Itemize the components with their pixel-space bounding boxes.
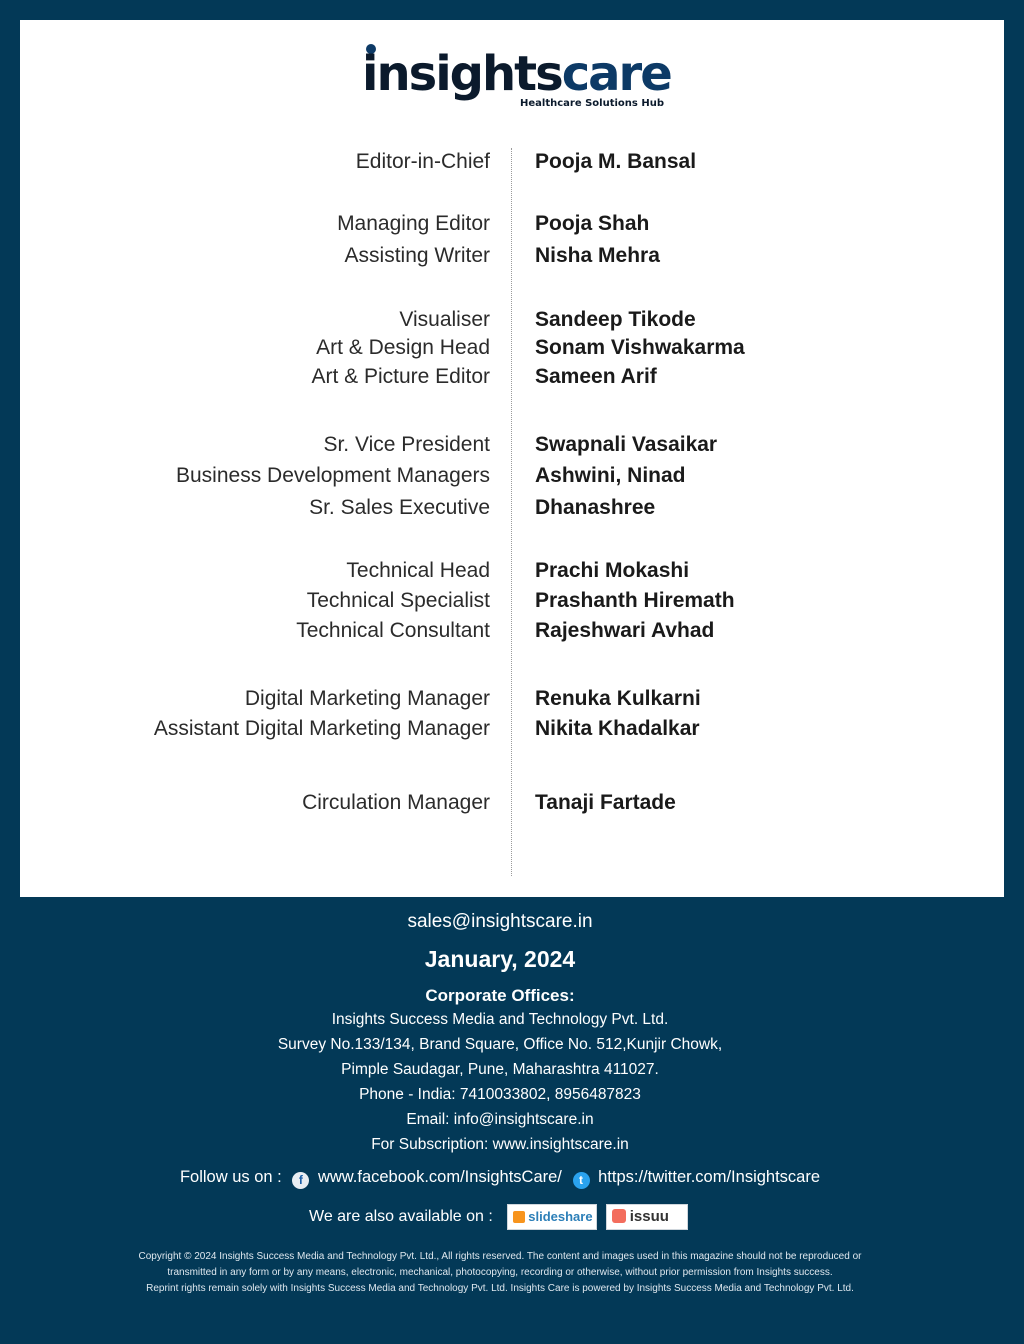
role-label: Managing Editor — [337, 212, 490, 235]
staff-name: Nikita Khadalkar — [535, 717, 700, 740]
address-line: Survey No.133/134, Brand Square, Office No. 512,Kunjir Chowk, — [277, 1036, 723, 1053]
logo-word-insights: insights — [362, 46, 562, 102]
staff-name: Sonam Vishwakarma — [535, 336, 745, 359]
available-label: We are also available on : — [309, 1208, 493, 1225]
staff-name: Rajeshwari Avhad — [535, 619, 715, 642]
staff-name: Pooja Shah — [535, 212, 650, 235]
follow-label: Follow us on : — [179, 1168, 282, 1186]
address-line: Pimple Saudagar, Pune, Maharashtra 411027. — [341, 1061, 659, 1078]
role-label: Sr. Vice President — [323, 433, 490, 456]
role-label: Visualiser — [399, 308, 490, 331]
role-label: Technical Consultant — [296, 619, 490, 642]
twitter-link[interactable]: https://twitter.com/Insightscare — [598, 1168, 821, 1186]
slideshare-label: slideshare — [528, 1209, 593, 1224]
staff-name: Sandeep Tikode — [535, 308, 696, 331]
role-label: Art & Design Head — [316, 336, 490, 359]
logo-wordmark — [362, 42, 671, 106]
follow-us-row — [0, 1168, 1000, 1189]
role-label: Technical Head — [346, 559, 490, 582]
insightscare-logo — [362, 42, 682, 114]
staff-name: Tanaji Fartade — [535, 791, 676, 814]
slideshare-badge[interactable] — [507, 1204, 597, 1230]
staff-name: Pooja M. Bansal — [535, 150, 697, 173]
staff-name: Ashwini, Ninad — [535, 464, 686, 487]
sales-email-link[interactable]: sales@insightscare.in — [407, 911, 593, 932]
role-label: Art & Picture Editor — [311, 365, 490, 388]
staff-name: Dhanashree — [535, 496, 656, 519]
staff-name: Nisha Mehra — [535, 244, 660, 267]
role-label: Digital Marketing Manager — [244, 687, 490, 710]
logo-word-care: care — [561, 46, 671, 102]
twitter-icon[interactable]: t — [573, 1172, 590, 1189]
facebook-icon[interactable]: f — [292, 1172, 309, 1189]
facebook-link[interactable]: www.facebook.com/InsightsCare/ — [317, 1168, 562, 1186]
role-label: Circulation Manager — [302, 791, 490, 814]
copyright-line: Copyright © 2024 Insights Success Media and Technology Pvt. Ltd., All rights reserved. The content and images used in this magazine should not be reproduced or — [138, 1251, 862, 1262]
staff-name: Swapnali Vasaikar — [535, 433, 718, 456]
role-label: Editor-in-Chief — [355, 150, 490, 173]
issuu-icon — [612, 1209, 626, 1223]
issuu-label: issuu — [629, 1208, 669, 1225]
company-name: Insights Success Media and Technology Pvt. Ltd. — [331, 1011, 669, 1028]
staff-name: Renuka Kulkarni — [535, 687, 701, 710]
issuu-badge[interactable] — [606, 1204, 688, 1230]
slideshare-icon — [513, 1211, 525, 1223]
masthead-panel — [20, 20, 1004, 897]
copyright-notice — [40, 1249, 960, 1297]
issue-date: January, 2024 — [424, 946, 576, 972]
contact-email[interactable]: Email: info@insightscare.in — [406, 1111, 594, 1128]
logo-tagline: Healthcare Solutions Hub — [520, 98, 664, 109]
staff-name: Sameen Arif — [535, 365, 657, 388]
staff-name: Prashanth Hiremath — [535, 589, 735, 612]
subscription-link[interactable]: For Subscription: www.insightscare.in — [371, 1136, 629, 1153]
available-on-row — [309, 1204, 688, 1230]
role-label: Sr. Sales Executive — [309, 496, 490, 519]
copyright-line: transmitted in any form or by any means, electronic, mechanical, photocopying, recording or otherwise, without prior permission from Insights success. — [167, 1267, 833, 1278]
role-label: Assistant Digital Marketing Manager — [153, 717, 490, 740]
copyright-line: Reprint rights remain solely with Insights Success Media and Technology Pvt. Ltd. Insights Care is powered by Insights Success Media and Technology Pvt. Ltd. — [146, 1283, 854, 1294]
role-label: Assisting Writer — [344, 244, 490, 267]
role-label: Technical Specialist — [306, 589, 490, 612]
phone-line: Phone - India: 7410033802, 8956487823 — [359, 1086, 641, 1103]
role-label: Business Development Managers — [176, 464, 490, 487]
corporate-offices-heading: Corporate Offices: — [425, 986, 575, 1005]
staff-name: Prachi Mokashi — [535, 559, 690, 582]
column-divider — [511, 148, 512, 876]
